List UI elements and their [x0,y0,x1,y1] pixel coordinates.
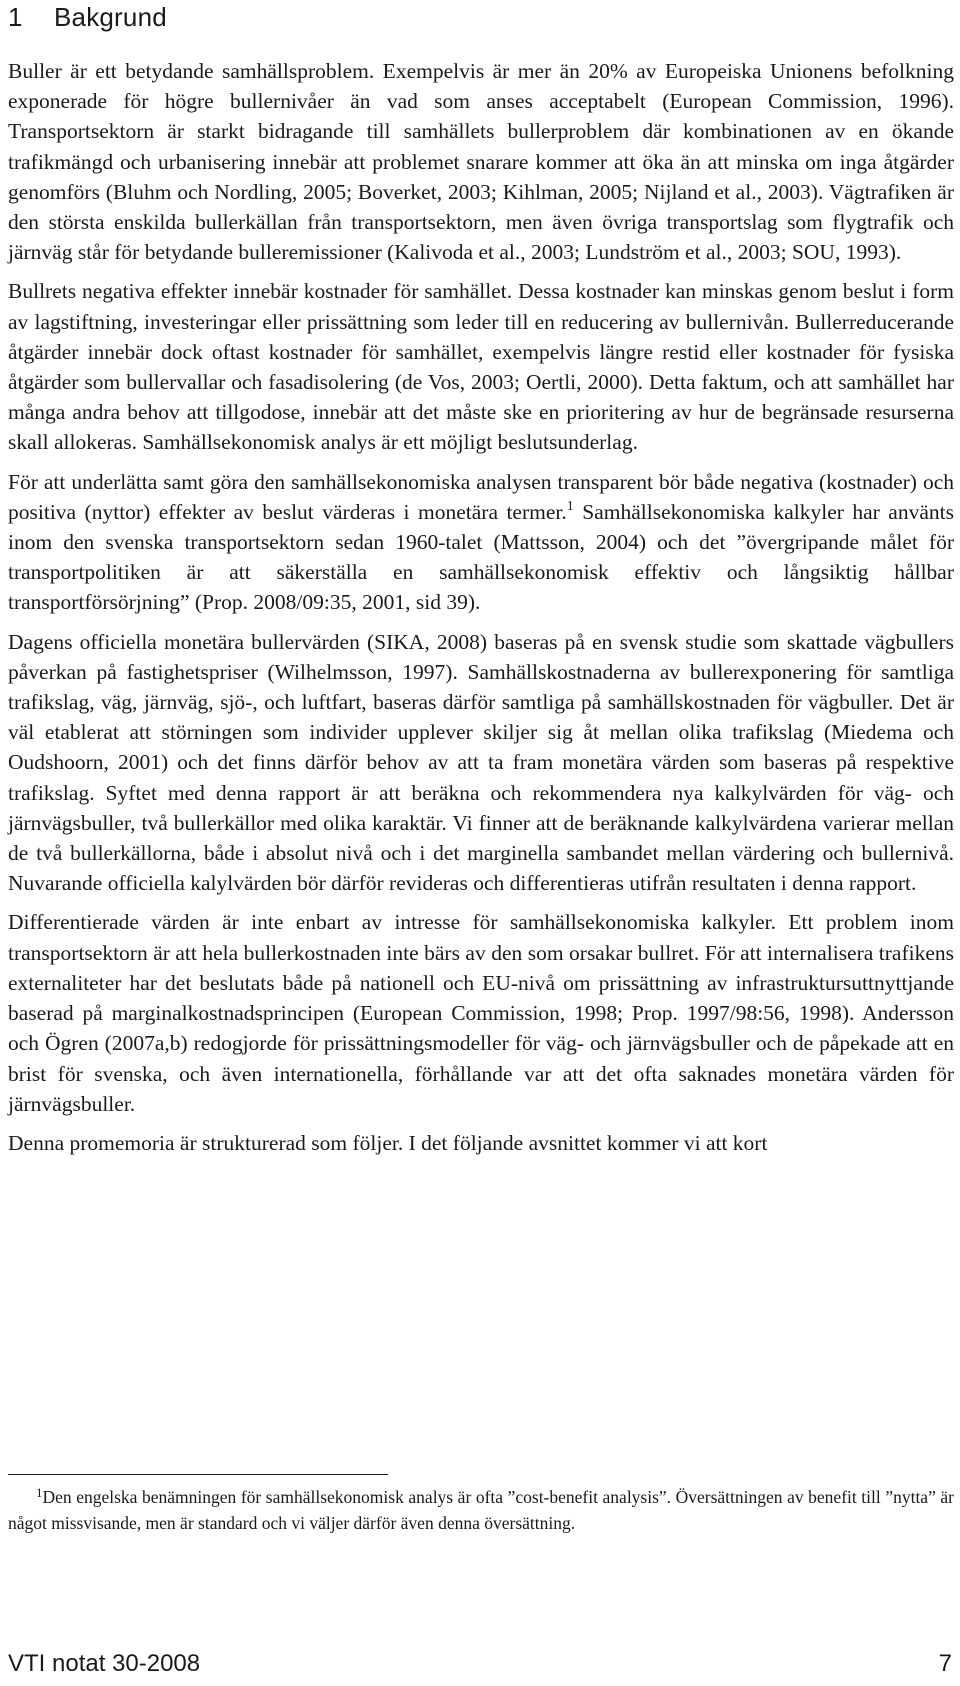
page-number: 7 [938,1650,952,1677]
paragraph-text: Samhällsekonomiska kalkyler har använts inom den svenska transportsektorn sedan 1960-talet (Mattsson, 2004) och det ”övergripande målet för transportpolitiken är att säkerställa en samhällsekonomisk effektiv och långsiktig hållbar transportförsörjning” (Prop. 2008/09:35, 2001, sid 39). [8,499,954,615]
paragraph: Denna promemoria är strukturerad som följer. I det följande avsnittet kommer vi att kort [8,1130,768,1155]
paragraph: Differentierade värden är inte enbart av intresse för samhällsekonomiska kalkyler. Ett problem inom transportsektorn är att hela bullerkostnaden inte bärs av den som orsakar bullret. För att internalisera trafikens externaliteter har det beslutats både på nationell och EU-nivå om prissättning av infrastruktursuttnyttjande baserad på marginalkostnadsprincipen (European Commission, 1998; Prop. 1997/98:56, 1998). Andersson och Ögren (2007a,b) redogjorde för prissättningsmodeller för väg- och järnvägsbuller och de påpekade att en brist för svenska, och även internationella, förhållande var att det ofta saknades monetära värden för järnvägsbuller. [8,910,954,1116]
section-number: 1 [8,2,23,32]
report-id: VTI notat 30-2008 [8,1650,201,1677]
body-text [8,56,954,1167]
footnote-mark: 1 [36,1485,43,1500]
paragraph: Buller är ett betydande samhällsproblem. Exempelvis är mer än 20% av Europeiska Unionens befolkning exponerade för högre bullernivåer än vad som anses acceptabelt (European Commission, 1996). Transportsektorn är starkt bidragande till samhällets bullerproblem där kombinationen av en ökande trafikmängd och urbanisering innebär att problemet snarare kommer att öka än att minska om inga åtgärder genomförs (Bluhm och Nordling, 2005; Boverket, 2003; Kihlman, 2005; Nijland et al., 2003). Vägtrafiken är den största enskilda bullerkällan från transportsektorn, men även övriga transportslag som flygtrafik och järnväg står för betydande bulleremissioner (Kalivoda et al., 2003; Lundström et al., 2003; SOU, 1993). [8,59,954,265]
section-title: Bakgrund [54,2,167,32]
paragraph-text: För att underlätta samt göra den samhällsekonomiska analysen transparent bör både negativa (kostnader) och positiva (nyttor) effekter av beslut värderas i monetära termer. [8,469,954,524]
paragraph: Dagens officiella monetära bullervärden (SIKA, 2008) baseras på en svensk studie som skattade vägbullers påverkan på fastighetspriser (Wilhelmsson, 1997). Samhällskostnaderna av bullerexponering för samtliga trafikslag, väg, järnväg, sjö-, och luftfart, baseras därför samtliga på samhällskostnaden för vägbuller. Det är väl etablerat att störningen som individer upplever skiljer sig åt mellan olika trafikslag (Miedema och Oudshoorn, 2001) och det finns därför behov av att ta fram monetära värden som baseras på respektive trafikslag. Syftet med denna rapport är att beräkna och rekommendera nya kalkylvärden för väg- och järnvägsbuller, två bullerkällor med olika karaktär. Vi finner att de beräknande kalkylvärdena varierar mellan de två bullerkällorna, både i absolut nivå och i det marginella sambandet mellan värdering och bullernivå. Nuvarande officiella kalylvärden bör därför revideras och differentieras utifrån resultaten i denna rapport. [8,629,954,896]
paragraph: Bullrets negativa effekter innebär kostnader för samhället. Dessa kostnader kan minskas genom beslut i form av lagstiftning, investeringar eller prissättning som leder till en reducering av bullernivån. Bullerreducerande åtgärder innebär dock oftast kostnader för samhället, exempelvis längre restid eller kostnader för fysiska åtgärder som bullervallar och fasadisolering (de Vos, 2003; Oertli, 2000). Detta faktum, och att samhället har många andra behov att tillgodose, innebär att det måste ske en prioritering av hur de begränsade resurserna skall allokeras. Samhällsekonomisk analys är ett möjligt beslutsunderlag. [8,279,954,455]
paragraph [8,467,954,618]
footnote-text: Den engelska benämningen för samhällsekonomisk analys är ofta ”cost-benefit analysis”. Översättningen av benefit till ”nytta” är något missvisande, men är standard och vi väljer därför även denna översättning. [8,1487,954,1533]
footnote [8,1484,954,1536]
footnote-divider [8,1474,388,1475]
footnote-reference: 1 [566,498,574,514]
section-heading [8,2,167,33]
